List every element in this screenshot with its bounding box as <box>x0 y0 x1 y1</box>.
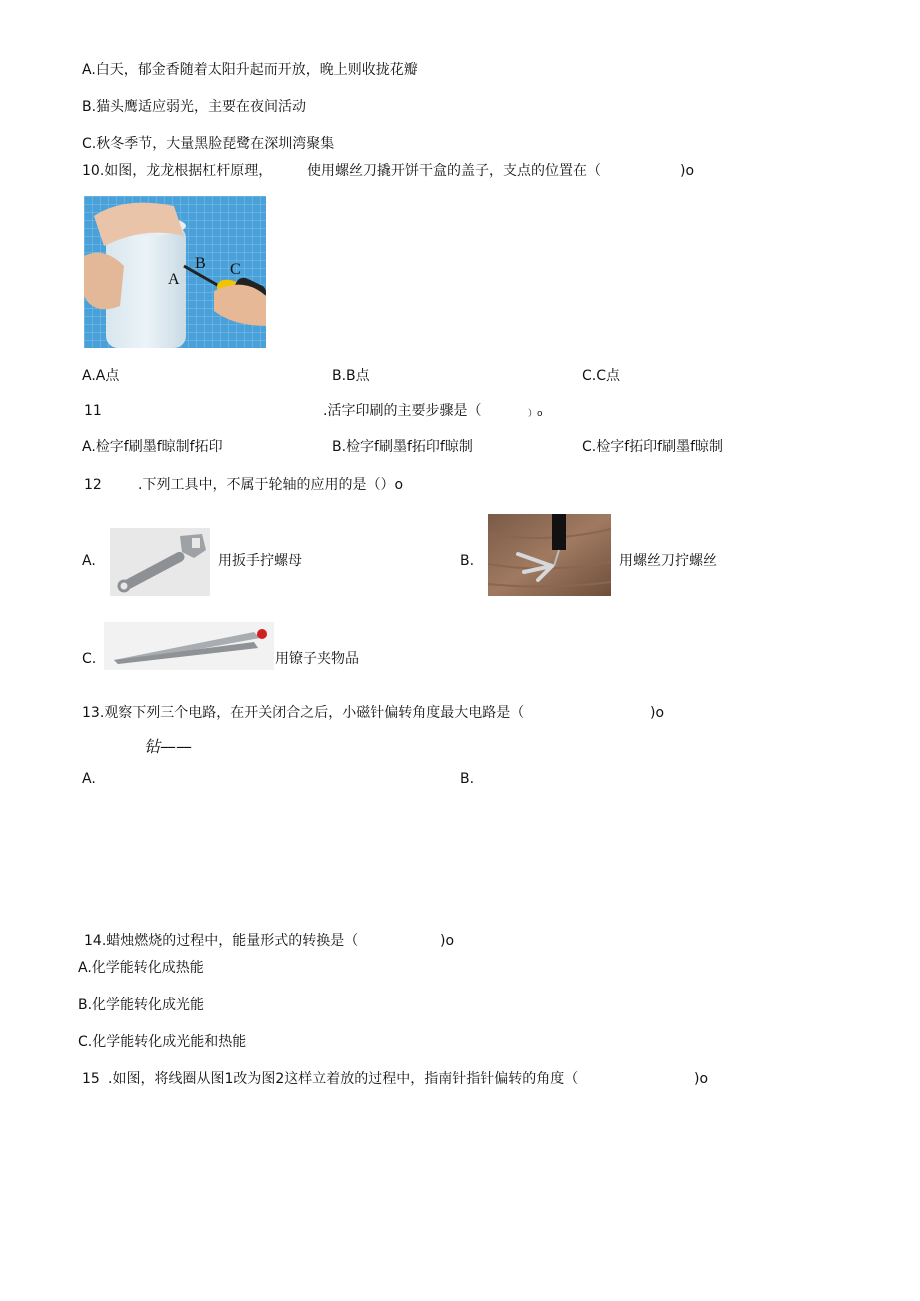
q10-label-a: A <box>168 271 180 288</box>
q15-stem-end: )o <box>694 1071 709 1087</box>
q12-stem: .下列工具中，不属于轮轴的应用的是（）o <box>138 477 404 493</box>
q12-number: 12 <box>84 477 102 493</box>
q12-option-b-text: 用螺丝刀拧螺丝 <box>619 553 717 569</box>
q11-option-c: C.检字f拓印f刷墨f晾制 <box>582 439 724 455</box>
q10-stem-part1: 10.如图，龙龙根据杠杆原理， <box>82 163 273 179</box>
q12-option-c-letter: C. <box>82 651 97 667</box>
q12-option-c-text: 用镣子夹物品 <box>275 651 359 667</box>
q10-screwdriver-photo <box>84 196 266 348</box>
q10-option-b: B.B点 <box>332 368 370 384</box>
q12-option-a-text: 用扳手拧螺母 <box>218 553 302 569</box>
q10-option-c: C.C点 <box>582 368 621 384</box>
q10-option-a: A.A点 <box>82 368 120 384</box>
q12-tweezers-photo <box>104 622 274 670</box>
q10-label-c: C <box>230 261 241 278</box>
q14-option-c: C.化学能转化成光能和热能 <box>78 1034 247 1050</box>
q14-stem-end: )o <box>440 933 455 949</box>
q13-stem: 13.观察下列三个电路，在开关闭合之后，小磁针偏转角度最大电路是（ <box>82 705 525 721</box>
q10-label-b: B <box>195 255 206 272</box>
q12-screwdriver-photo <box>488 514 611 596</box>
q13-stem-end: )o <box>650 705 665 721</box>
q9-option-b: B.猫头鹰适应弱光，主要在夜间活动 <box>82 99 307 115</box>
q15-number: 15 <box>82 1071 100 1087</box>
q14-option-a: A.化学能转化成热能 <box>78 960 204 976</box>
q11-option-b: B.检字f刷墨f拓印f晾制 <box>332 439 473 455</box>
q15-stem: .如图，将线圈从图1改为图2这样立着放的过程中，指南针指针偏转的角度（ <box>108 1071 579 1087</box>
q12-option-b-letter: B. <box>460 553 475 569</box>
q10-stem-part2: 使用螺丝刀撬开饼干盒的盖子，支点的位置在（ <box>307 163 601 179</box>
q12-option-a-letter: A. <box>82 553 96 569</box>
q9-option-c: C.秋冬季节，大量黑脸琵鹭在深圳湾聚集 <box>82 136 335 152</box>
q13-scribble: 钻—— <box>144 737 193 756</box>
q11-option-a: A.检字f刷墨f晾制f拓印 <box>82 439 223 455</box>
q13-option-a: A. <box>82 771 96 787</box>
q13-option-b: B. <box>460 771 475 787</box>
q12-wrench-photo <box>110 528 210 596</box>
q11-stem: .活字印刷的主要步骤是（ <box>323 403 482 419</box>
q11-number: 11 <box>84 403 102 419</box>
q14-option-b: B.化学能转化成光能 <box>78 997 205 1013</box>
q11-stem-end: ）o <box>528 409 543 419</box>
q10-stem-end: )o <box>680 163 695 179</box>
q14-stem: 14.蜡烛燃烧的过程中，能量形式的转换是（ <box>84 933 359 949</box>
q9-option-a: A.白天，郁金香随着太阳升起而开放，晚上则收拢花瓣 <box>82 62 418 78</box>
